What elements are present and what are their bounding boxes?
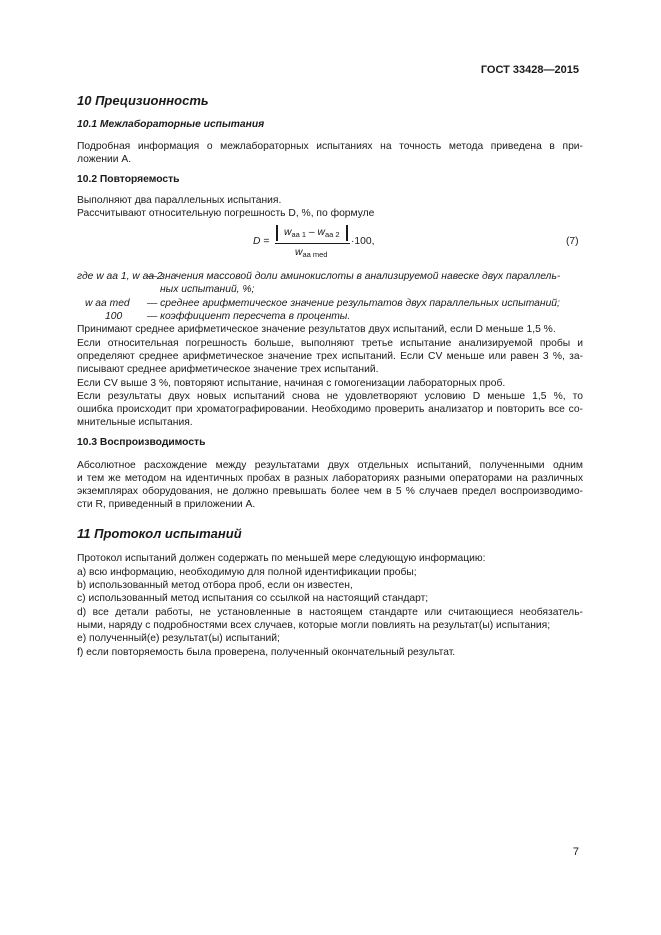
- para-line-1: Принимают среднее арифметическое значение результатов двух испытаний, если D меньше 1,5 %.: [77, 324, 556, 335]
- where-text-1: — значения массовой доли аминокислоты в анализируемой навеске двух параллель-: [147, 271, 561, 282]
- document-header: ГОСТ 33428—2015: [480, 64, 579, 76]
- s11-item-a: a) всю информацию, необходимую для полной идентификации пробы;: [77, 567, 417, 578]
- s10-1-line-2: ложении А.: [77, 154, 132, 165]
- formula-numerator: $w_{aa 1} - w_{aa 2}$: [284, 227, 340, 239]
- s10-3-line-2: и тем же методом на идентичных пробах в разных лабораториях разными операторами на различных: [77, 473, 583, 484]
- where-text-3: — среднее арифметическое значение результатов двух параллельных испытаний;: [147, 298, 560, 309]
- s10-2-line-2: Рассчитывают относительную погрешность D, %, по формуле: [77, 208, 375, 219]
- para-line-7: ошибка происходит при хроматографировании. Необходимо проверить анализатор и повторить все со-: [77, 404, 583, 415]
- where-text-2: ных испытаний, %;: [160, 284, 255, 295]
- formula-multiplier: ·100,: [351, 236, 375, 247]
- s11-item-c: c) использованный метод испытания со ссылкой на настоящий стандарт;: [77, 593, 429, 604]
- formula-denominator: $w_{aa med}$: [295, 247, 328, 259]
- fraction-line: [275, 243, 350, 244]
- s11-item-d-2: ными, наряду с подробностями всех случаев, которые могли повлиять на результат(ы) испытания;: [77, 620, 551, 631]
- para-line-4: писывают среднее арифметическое значение трех испытаний.: [77, 364, 379, 375]
- section-10-title: 10 Прецизионность: [77, 93, 209, 108]
- s10-2-line-1: Выполняют два параллельных испытания.: [77, 195, 282, 206]
- subsection-10-2-title: 10.2 Повторяемость: [77, 174, 180, 185]
- para-line-8: мнительные испытания.: [77, 417, 193, 428]
- page-number: 7: [572, 846, 579, 858]
- where-text-4: — коэффициент пересчета в проценты.: [147, 311, 351, 322]
- s11-item-f: f) если повторяемость была проверена, полученный окончательный результат.: [77, 647, 456, 658]
- abs-bar-right: [346, 225, 348, 241]
- formula-number: (7): [566, 236, 579, 247]
- para-line-5: Если CV выше 3 %, повторяют испытание, начиная с гомогенизации лабораторных проб.: [77, 378, 506, 389]
- para-line-2: Если относительная погрешность больше, выполняют третье испытание анализируемой пробы и: [77, 338, 583, 349]
- s11-item-e: e) полученный(е) результат(ы) испытаний;: [77, 633, 280, 644]
- s11-item-b: b) использованный метод отбора проб, если он известен,: [77, 580, 353, 591]
- subsection-10-3-title: 10.3 Воспроизводимость: [77, 437, 206, 448]
- para-line-6: Если результаты двух новых испытаний снова не удовлетворяют условию D меньше 1,5 %, то: [77, 391, 583, 402]
- para-line-3: определяют среднее арифметическое значение трех испытаний. Если CV меньше или равен 3 %, за-: [77, 351, 583, 362]
- s10-3-line-1: Абсолютное расхождение между результатами двух отдельных испытаний, полученными одним: [77, 460, 583, 471]
- formula-lhs: D =: [253, 236, 270, 247]
- where-var-4: 100: [105, 311, 123, 322]
- s11-item-d-1: d) все детали работы, не установленные в настоящем стандарте или считающиеся необязатель-: [77, 607, 583, 618]
- section-11-title: 11 Протокол испытаний: [77, 526, 242, 541]
- subsection-10-1-title: 10.1 Межлабораторные испытания: [77, 119, 265, 130]
- abs-bar-left: [276, 225, 278, 241]
- s10-3-line-3: экземплярах оборудования, не должно превышать более чем в 5 % случаев предел воспроизводимо-: [77, 486, 583, 497]
- s10-3-line-4: сти R, приведенный в приложении А.: [77, 499, 256, 510]
- where-var-1: где w aa 1, w aa 2: [77, 271, 163, 282]
- s10-1-line-1: Подробная информация о межлабораторных испытаниях на точность метода приведена в при-: [77, 141, 583, 152]
- s11-intro: Протокол испытаний должен содержать по меньшей мере следующую информацию:: [77, 553, 486, 564]
- where-var-3: w aa med: [85, 298, 130, 309]
